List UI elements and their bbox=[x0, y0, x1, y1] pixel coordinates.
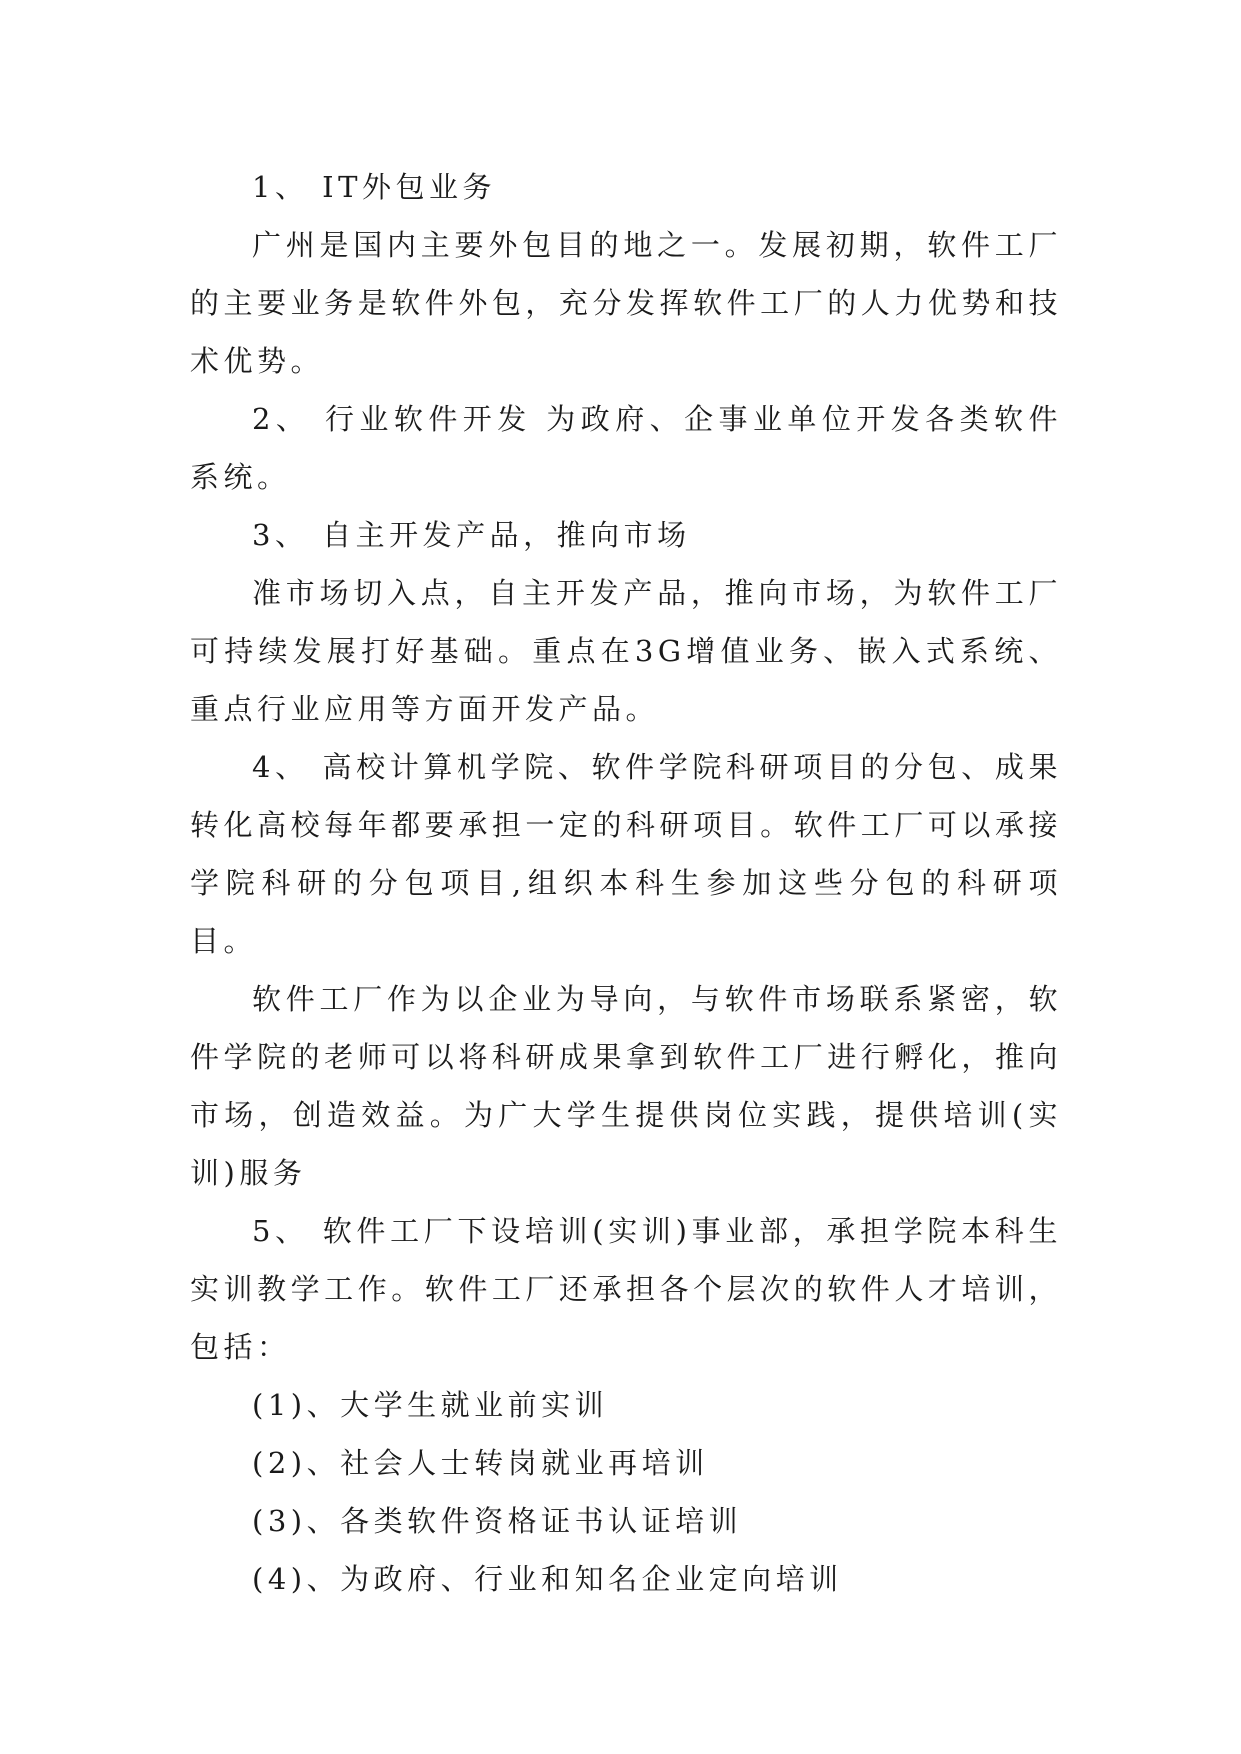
heading-industry-software: 2、 行业软件开发 为政府、企事业单位开发各类软件系统。 bbox=[190, 402, 1062, 494]
list-item: (1)、大学生就业前实训 bbox=[252, 1388, 609, 1422]
list-item: (3)、各类软件资格证书认证培训 bbox=[252, 1504, 743, 1538]
paragraph-own-products: 准市场切入点，自主开发产品，推向市场，为软件工厂可持续发展打好基础。重点在3G增值业务、嵌入式系统、重点行业应用等方面开发产品。 bbox=[190, 576, 1062, 726]
heading-it-outsourcing: 1、 IT外包业务 bbox=[252, 170, 496, 204]
heading-training: 5、 软件工厂下设培训(实训)事业部，承担学院本科生实训教学工作。软件工厂还承担各个层次的软件人才培训，包括： bbox=[190, 1214, 1062, 1364]
paragraph-outsourcing: 广州是国内主要外包目的地之一。发展初期，软件工厂的主要业务是软件外包，充分发挥软件工厂的人力优势和技术优势。 bbox=[190, 228, 1062, 378]
list-item: (4)、为政府、行业和知名企业定向培训 bbox=[252, 1562, 843, 1596]
document-body bbox=[190, 158, 1062, 1608]
heading-research-projects: 4、 高校计算机学院、软件学院科研项目的分包、成果转化高校每年都要承担一定的科研项目。软件工厂可以承接学院科研的分包项目,组织本科生参加这些分包的科研项目。 bbox=[190, 750, 1062, 958]
paragraph-incubation: 软件工厂作为以企业为导向，与软件市场联系紧密，软件学院的老师可以将科研成果拿到软件工厂进行孵化，推向市场，创造效益。为广大学生提供岗位实践，提供培训(实训)服务 bbox=[190, 982, 1062, 1190]
heading-own-products: 3、 自主开发产品，推向市场 bbox=[252, 518, 691, 552]
list-item: (2)、社会人士转岗就业再培训 bbox=[252, 1446, 709, 1480]
